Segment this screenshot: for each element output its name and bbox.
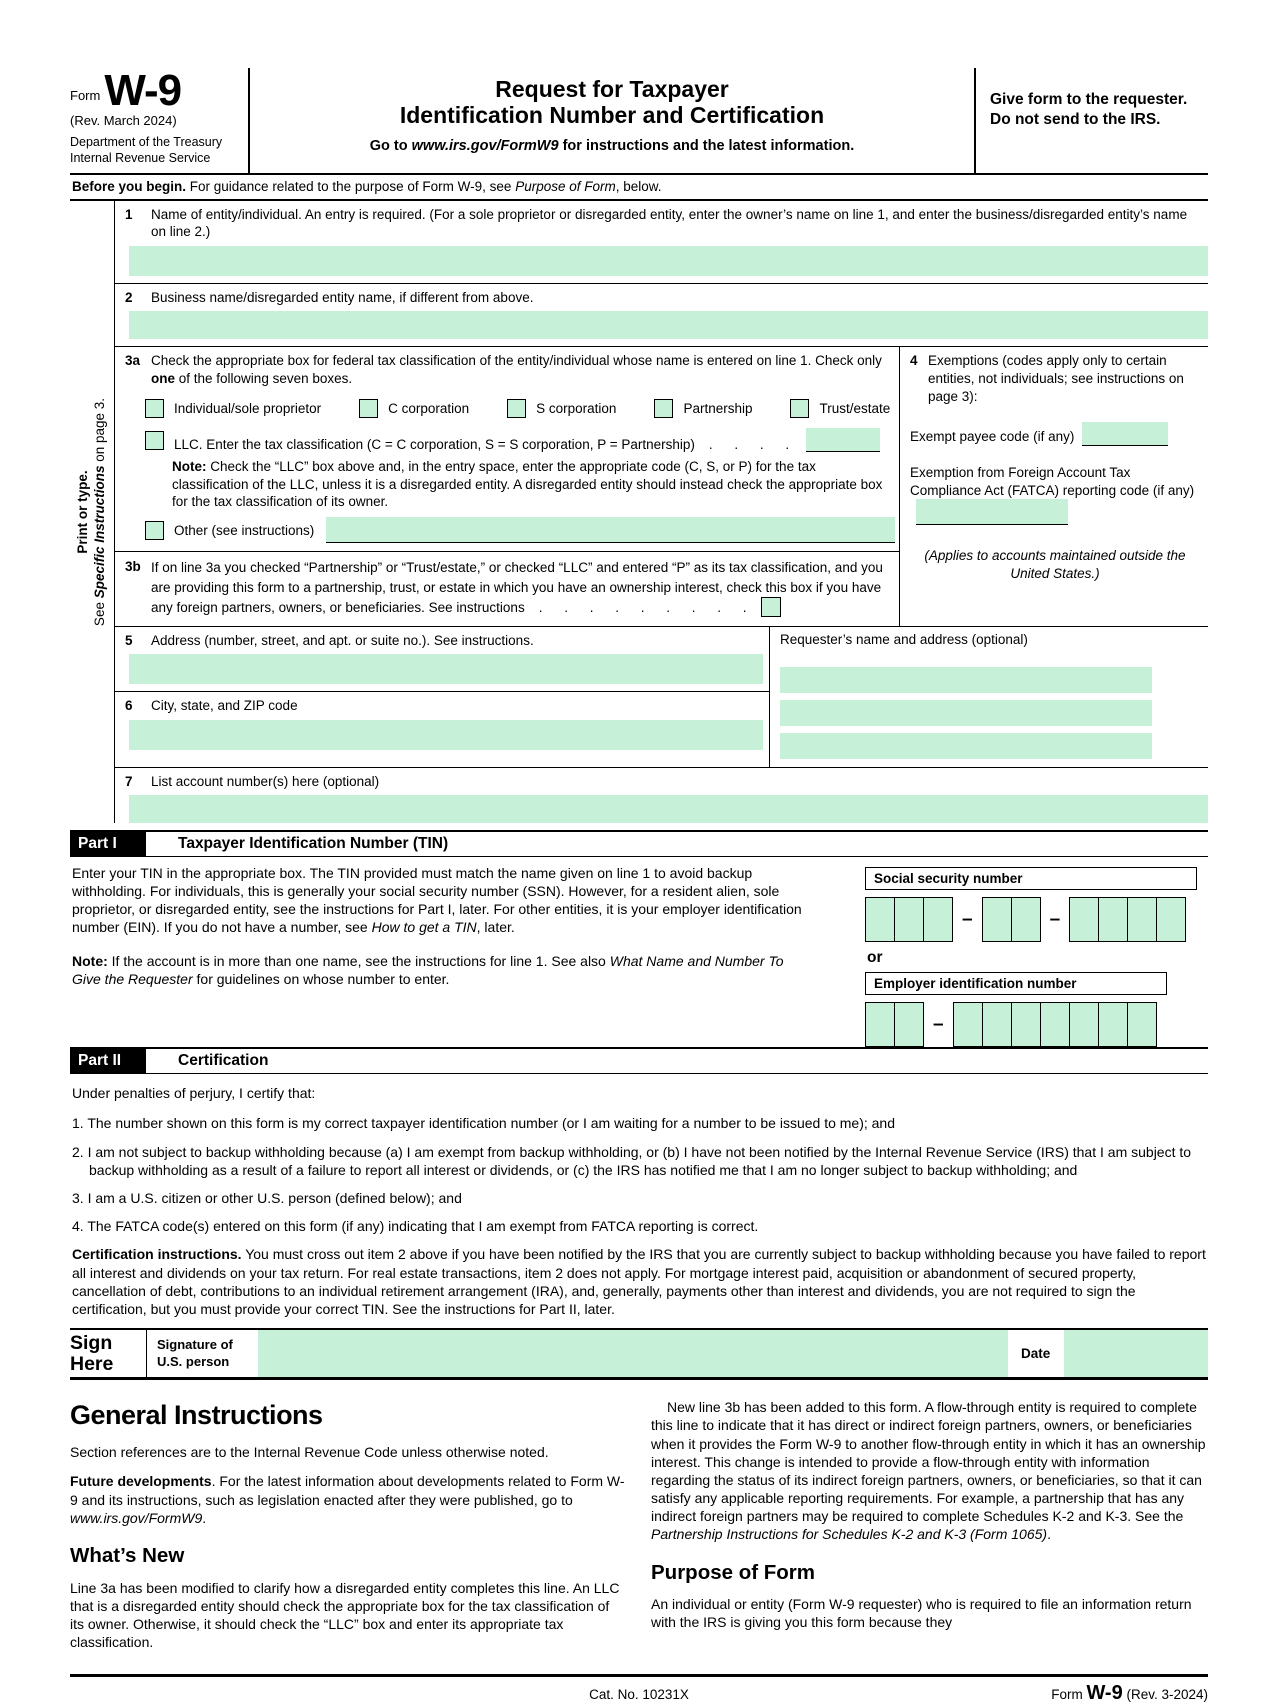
form-identity-block — [70, 68, 250, 173]
new-line-3b-end: . — [1047, 1526, 1051, 1543]
whats-new-paragraph: Line 3a has been modified to clarify how a disregarded entity completes this line. An LLC that is a disregarded entity should check the appropriate box for the tax classification of its owner. Otherwise, it should check the “LLC” box and enter its appropriate tax classification. — [70, 1579, 620, 1651]
requester-input-row-1[interactable] — [780, 667, 1152, 693]
part2-header-bar — [70, 1047, 1208, 1074]
form-title-line2: Identification Number and Certification — [399, 102, 825, 129]
line-5-6-section — [115, 627, 1208, 768]
form-number: W-9 — [104, 66, 182, 115]
page-footer — [70, 1674, 1208, 1705]
llc-checkbox[interactable] — [145, 431, 164, 450]
option-s-corporation — [507, 399, 616, 418]
line-5-row — [115, 627, 769, 693]
whats-new-heading: What’s New — [70, 1543, 185, 1567]
form-body — [70, 201, 1208, 824]
before-you-begin — [70, 175, 1208, 201]
general-instructions-section — [70, 1384, 1208, 1662]
line-2-label: Business name/disregarded entity name, if different from above. — [151, 289, 534, 305]
line-3a-number: 3a — [125, 353, 141, 369]
line-6-label: City, state, and ZIP code — [151, 698, 298, 714]
new-line-3b-text: New line 3b has been added to this form. A flow-through entity is required to complete this line to indicate that it has direct or indirect foreign partners, owners, or beneficiaries when it provides the Form W-9 to another flow-through entity in which it has an ownership interest. This change is intended to provide a flow-through entity with information regarding the status of its indirect foreign partners, owners, or beneficiaries, so that it can satisfy any applicable reporting requirements. For example, a partnership that has any indirect foreign partners may be required to complete Schedules K-2 and K-3. See the — [651, 1399, 1206, 1525]
part1-note-mid: If the account is in more than one name, see the instructions for line 1. See also — [107, 952, 610, 969]
line-2-number: 2 — [125, 289, 133, 305]
exempt-payee-label: Exempt payee code (if any) — [910, 428, 1075, 444]
form-header — [70, 68, 1208, 175]
ein-boxes-row — [865, 1002, 1208, 1047]
form-word: Form — [70, 88, 101, 104]
ssn-digit-box-2[interactable] — [894, 897, 924, 942]
ssn-digit-box-1[interactable] — [865, 897, 895, 942]
form-revision: (Rev. March 2024) — [70, 113, 177, 129]
certification-item-2: 2. I am not subject to backup withholding because (a) I am exempt from backup withholding, or (b) I have not been notified by the Internal Revenue Service (IRS) that I am subject to backup withholding as a result of a failure to report all interest or dividends, or (c) the IRS has notified me that I am no longer subject to backup withholding; and — [72, 1143, 1192, 1178]
part1-body — [70, 857, 1208, 1047]
llc-classification-entry[interactable] — [806, 428, 880, 452]
llc-note-text: Check the “LLC” box above and, in the entry space, enter the appropriate code (C, S, or P) for the tax classification of the LLC, unless it is a disregarded entity. A disregarded entity should instead check the appropriate box for the tax classification of its owner. — [172, 459, 883, 510]
applies-note: (Applies to accounts maintained outside the United States.) — [924, 548, 1186, 582]
or-label: or — [867, 949, 883, 967]
line-3b-text: If on line 3a you checked “Partnership” or “Trust/estate,” or checked “LLC” and entered “P” as its tax classification, and you are providing this form to a partnership, trust, or estate in which you have an ownership interest, check this box if you have any foreign partners, owners, or beneficiaries. See instructions — [151, 560, 883, 616]
dot-leader: . . . . — [708, 437, 791, 453]
part1-paragraph — [72, 865, 815, 937]
fatca-label: Exemption from Foreign Account Tax Compliance Act (FATCA) reporting code (if any) — [910, 464, 1195, 498]
ssn-dash: – — [1049, 908, 1061, 930]
part1-label: Part I — [70, 832, 146, 856]
address-input-field[interactable] — [129, 654, 763, 684]
ssn-boxes-row — [865, 897, 1208, 942]
llc-note — [172, 458, 891, 511]
line-3a-label-bold: one — [151, 370, 176, 386]
line-3b-label — [151, 558, 893, 618]
general-instructions-heading: General Instructions — [70, 1400, 323, 1431]
line-7-row — [115, 768, 1208, 824]
future-developments-url[interactable]: www.irs.gov/FormW9 — [70, 1509, 203, 1526]
box-4-exemptions — [900, 347, 1208, 625]
department-line: Department of the Treasury — [70, 135, 223, 150]
ein-digit-box-3[interactable] — [953, 1002, 983, 1047]
line-3-and-4-section — [115, 347, 1208, 626]
city-state-zip-input-field[interactable] — [129, 720, 763, 750]
line-5-label: Address (number, street, and apt. or suite no.). See instructions. — [151, 632, 534, 648]
fatca-row — [910, 464, 1204, 526]
foreign-partners-checkbox[interactable] — [761, 597, 781, 617]
ein-label-box: Employer identification number — [865, 972, 1167, 995]
instructions-right-column — [651, 1384, 1208, 1662]
ssn-digit-box-3[interactable] — [923, 897, 953, 942]
certification-intro: Under penalties of perjury, I certify that: — [72, 1085, 316, 1102]
agency-line: Internal Revenue Service — [70, 151, 211, 166]
part1-note — [72, 953, 815, 989]
option-partnership — [654, 399, 752, 418]
line-7-label: List account number(s) here (optional) — [151, 773, 380, 789]
ssn-digit-box-5[interactable] — [1011, 897, 1041, 942]
before-begin-bold: Before you begin. — [72, 178, 187, 194]
ein-digit-box-9[interactable] — [1127, 1002, 1157, 1047]
certification-item-1: 1. The number shown on this form is my correct taxpayer identification number (or I am waiting for a number to be issued to me); and — [72, 1115, 896, 1132]
line-6-row — [115, 692, 769, 750]
ssn-digit-box-4[interactable] — [982, 897, 1012, 942]
signature-input-field[interactable] — [258, 1330, 1008, 1377]
partnership-checkbox[interactable] — [654, 399, 673, 418]
line-5-number: 5 — [125, 632, 133, 648]
date-input-field[interactable] — [1064, 1330, 1208, 1377]
part1-note-em: What Name and Number To Give the Requester — [72, 952, 784, 987]
other-option-row — [145, 517, 899, 543]
part2-label: Part II — [70, 1049, 146, 1073]
date-label: Date — [1021, 1346, 1051, 1362]
sidebar-line2-pre: See — [92, 598, 107, 626]
goto-pre: Go to — [369, 137, 412, 154]
box-4-number: 4 — [910, 353, 918, 369]
catalog-number: Cat. No. 10231X — [589, 1687, 689, 1703]
certification-item-4: 4. The FATCA code(s) entered on this form (if any) indicating that I am exempt from FATCA reporting is correct. — [72, 1218, 759, 1235]
dot-leader: . . . . . . . . . — [538, 600, 748, 616]
new-line-3b-paragraph — [651, 1398, 1208, 1544]
s-corporation-checkbox[interactable] — [507, 399, 526, 418]
ssn-digit-box-8[interactable] — [1127, 897, 1157, 942]
section-references-paragraph: Section references are to the Internal Revenue Code unless otherwise noted. — [70, 1444, 549, 1461]
footer-revision: (Rev. 3-2024) — [1122, 1687, 1209, 1703]
option-c-corporation — [359, 399, 469, 418]
other-label: Other (see instructions) — [174, 522, 315, 538]
instructions-left-column — [70, 1384, 627, 1662]
requester-column — [770, 627, 1208, 767]
ssn-dash: – — [962, 908, 973, 930]
individual-sole-proprietor-checkbox[interactable] — [145, 399, 164, 418]
ein-digit-box-2[interactable] — [894, 1002, 924, 1047]
goto-post: for instructions and the latest information. — [558, 137, 855, 154]
business-name-input-field[interactable] — [129, 311, 1208, 339]
trust-estate-label: Trust/estate — [819, 401, 891, 417]
form-title-line1: Request for Taxpayer — [495, 76, 729, 102]
llc-note-bold: Note: — [172, 459, 207, 475]
part1-note-post: for guidelines on whose number to enter. — [192, 970, 450, 987]
line-3b-section — [115, 552, 899, 626]
certification-instructions — [72, 1245, 1208, 1318]
purpose-of-form-paragraph: An individual or entity (Form W-9 requester) who is required to file an information return with the IRS is giving you this form because they — [651, 1596, 1192, 1631]
llc-option-row — [145, 428, 893, 452]
signature-label-line1: Signature of — [157, 1337, 233, 1353]
goto-instructions — [262, 138, 962, 154]
fatca-code-input[interactable] — [916, 499, 1068, 525]
trust-estate-checkbox[interactable] — [790, 399, 809, 418]
sidebar-line2-em: Specific Instructions — [92, 465, 107, 599]
future-developments-bold: Future developments — [70, 1473, 212, 1490]
tax-classification-options — [145, 399, 899, 418]
s-corporation-label: S corporation — [536, 401, 617, 417]
signature-label — [146, 1330, 258, 1377]
ssn-digit-box-9[interactable] — [1156, 897, 1186, 942]
future-developments-paragraph — [70, 1472, 627, 1527]
ein-digit-box-7[interactable] — [1069, 1002, 1099, 1047]
here-word: Here — [70, 1353, 114, 1376]
signature-label-line2: U.S. person — [157, 1354, 230, 1370]
part1-paragraph-em: How to get a TIN — [371, 918, 477, 935]
part1-note-bold: Note: — [72, 952, 108, 969]
ein-digit-box-1[interactable] — [865, 1002, 895, 1047]
part2-body — [70, 1074, 1208, 1328]
goto-url-link[interactable]: www.irs.gov/FormW9 — [411, 137, 559, 154]
sidebar-line2-post: on page 3. — [92, 397, 107, 466]
ein-digit-box-6[interactable] — [1040, 1002, 1070, 1047]
box-4-label: Exemptions (codes apply only to certain entities, not individuals; see instructions on page 3): — [928, 353, 1184, 404]
option-trust-estate — [790, 399, 890, 418]
certification-instructions-bold: Certification instructions. — [72, 1246, 242, 1263]
ssn-digit-box-6[interactable] — [1069, 897, 1099, 942]
sign-here-row — [70, 1328, 1208, 1380]
ssn-label-box: Social security number — [865, 867, 1197, 890]
partnership-label: Partnership — [683, 401, 753, 417]
future-developments-text: . For the latest information about developments related to Form W-9 and its instructions, such as legislation enacted after they were published, go to — [70, 1473, 625, 1508]
purpose-of-form-heading: Purpose of Form — [651, 1560, 816, 1584]
part1-title: Taxpayer Identification Number (TIN) — [178, 835, 449, 853]
line-6-number: 6 — [125, 698, 133, 714]
future-developments-end: . — [202, 1509, 207, 1526]
print-or-type-sidebar — [70, 201, 114, 824]
line-3a-section — [115, 347, 899, 552]
llc-label: LLC. Enter the tax classification (C = C corporation, S = S corporation, P = Partnership) — [174, 437, 695, 453]
give-form-note: Give form to the requester. Do not send to the IRS. — [990, 91, 1188, 129]
other-checkbox[interactable] — [145, 521, 164, 540]
name-input-field[interactable] — [129, 246, 1208, 276]
before-begin-end: , below. — [615, 178, 662, 194]
requester-input-row-3[interactable] — [780, 733, 1152, 759]
sign-word: Sign — [70, 1332, 113, 1355]
part1-header-bar — [70, 830, 1208, 857]
requester-input-row-2[interactable] — [780, 700, 1152, 726]
exempt-payee-row — [910, 422, 1204, 446]
other-classification-input[interactable] — [326, 517, 895, 543]
ein-digit-box-4[interactable] — [982, 1002, 1012, 1047]
line-1-label: Name of entity/individual. An entry is required. (For a sole proprietor or disregarded entity, enter the owner’s name on line 1, and enter the business/disregarded entity’s name on line 2.) — [151, 206, 1188, 240]
line-3a-label-post: of the following seven boxes. — [175, 370, 353, 386]
footer-form-word: Form — [1051, 1687, 1087, 1703]
part1-paragraph-post: , later. — [476, 918, 515, 935]
sidebar-line1: Print or type. — [75, 470, 91, 554]
footer-form-number: W-9 — [1086, 1682, 1123, 1705]
ein-digit-box-8[interactable] — [1098, 1002, 1128, 1047]
before-begin-mid: For guidance related to the purpose of Form W-9, see — [186, 178, 516, 194]
line-3a-label-pre: Check the appropriate box for federal tax classification of the entity/individual whose name is entered on line 1. Check only — [151, 353, 882, 369]
line-2-row — [115, 284, 1208, 348]
part2-title: Certification — [178, 1052, 269, 1070]
certification-item-3: 3. I am a U.S. citizen or other U.S. person (defined below); and — [72, 1190, 462, 1206]
part1-paragraph-pre: Enter your TIN in the appropriate box. The TIN provided must match the name given on line 1 to avoid backup withholding. For individuals, this is generally your social security number (SSN). However, for a resident alien, sole proprietor, or disregarded entity, see the instructions for Part I, later. For other entities, it is your employer identification number (EIN). If you do not have a number, see — [72, 865, 802, 935]
exempt-payee-code-input[interactable] — [1082, 422, 1168, 446]
footer-form-id — [689, 1682, 1208, 1705]
line-1-row — [115, 201, 1208, 284]
ssn-digit-box-7[interactable] — [1098, 897, 1128, 942]
line-3b-number: 3b — [125, 559, 141, 575]
line-1-number: 1 — [125, 206, 133, 222]
form-title-block — [250, 68, 976, 173]
tin-entry-area — [815, 857, 1208, 1047]
certification-instructions-text: You must cross out item 2 above if you have been notified by the IRS that you are currently subject to backup withholding because you have failed to report all interest and dividends on your tax return. For real estate transactions, item 2 does not apply. For mortgage interest paid, acquisition or abandonment of secured property, cancellation of debt, contributions to an individual retirement arrangement (IRA), and, generally, payments other than interest and dividends, you are not required to sign the certification, but you must provide your correct TIN. See the instructions for Part II, later. — [72, 1246, 1206, 1317]
sign-here-label — [70, 1330, 146, 1377]
before-begin-italic: Purpose of Form — [515, 178, 616, 194]
partnership-instructions-reference: Partnership Instructions for Schedules K-2 and K-3 (Form 1065) — [651, 1526, 1048, 1543]
c-corporation-label: C corporation — [388, 401, 470, 417]
requester-label: Requester’s name and address (optional) — [780, 631, 1028, 647]
line-7-number: 7 — [125, 773, 133, 789]
ein-dash: – — [933, 1013, 944, 1035]
option-individual — [145, 399, 321, 418]
c-corporation-checkbox[interactable] — [359, 399, 378, 418]
account-numbers-input-field[interactable] — [129, 795, 1208, 823]
ein-digit-box-5[interactable] — [1011, 1002, 1041, 1047]
line-3a-label — [151, 352, 893, 387]
individual-sole-proprietor-label: Individual/sole proprietor — [174, 401, 322, 417]
